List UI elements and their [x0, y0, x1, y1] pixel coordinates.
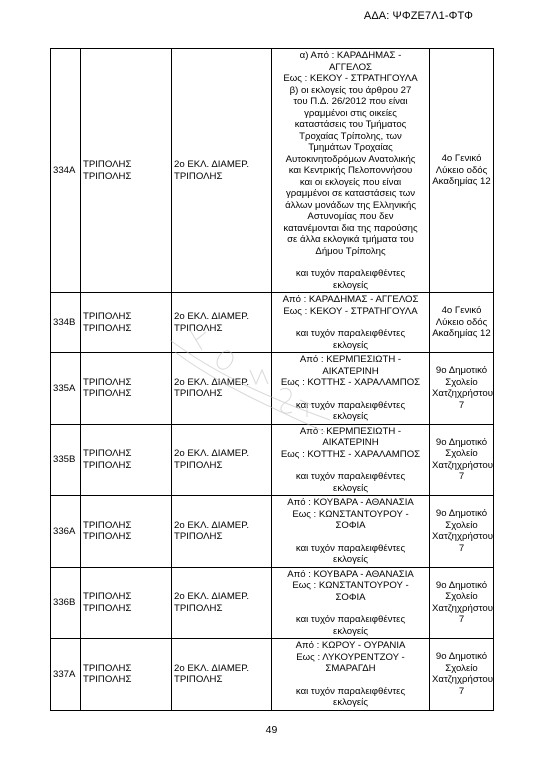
municipality-line: ΤΡΙΠΟΛΗΣ	[83, 322, 132, 334]
location-line: Χατζηχρήστου	[432, 602, 493, 614]
polling-location-cell	[430, 567, 494, 639]
range-line: άλλων μονάδων της Ελληνικής	[285, 199, 416, 211]
district-line: ΤΡΙΠΟΛΗΣ	[174, 674, 223, 686]
page-number: 49	[265, 724, 278, 736]
location-line: Χατζηχρήστου	[432, 674, 493, 686]
municipality-cell	[81, 639, 172, 711]
district-line: 2ο ΕΚΛ. ΔΙΑΜΕΡ.	[174, 662, 250, 674]
station-code-cell: 334Α	[51, 49, 81, 293]
electoral-district-cell	[172, 496, 272, 568]
district-line: ΤΡΙΠΟΛΗΣ	[174, 602, 223, 614]
voter-range-cell	[272, 293, 430, 353]
district-line: ΤΡΙΠΟΛΗΣ	[174, 322, 223, 334]
station-code-cell: 336Α	[51, 496, 81, 568]
station-code-cell: 335Β	[51, 424, 81, 496]
range-line: Εως : ΛΥΚΟΥΡΕΝΤΖΟΥ -	[296, 651, 405, 663]
range-line: εκλογείς	[333, 482, 368, 494]
table-row	[51, 424, 494, 496]
location-line: 7	[458, 471, 465, 483]
municipality-cell	[81, 496, 172, 568]
range-line: Εως : ΚΩΝΣΤΑΝΤΟΥΡΟΥ -	[292, 508, 409, 520]
location-line: 9ο Δημοτικό	[435, 436, 488, 448]
location-line: Χατζηχρήστου	[432, 388, 493, 400]
polling-location-cell	[430, 639, 494, 711]
location-line: 7	[458, 614, 465, 626]
polling-stations-table	[50, 48, 494, 711]
range-line: Τμημάτων Τροχαίας	[308, 142, 393, 153]
electoral-district-cell	[172, 567, 272, 639]
range-line: ΣΟΦΙΑ	[335, 591, 366, 603]
station-code-cell: 337Α	[51, 639, 81, 711]
location-line: Λύκειο οδός	[435, 164, 488, 176]
location-line: Ακαδημίας 12	[432, 328, 491, 340]
polling-location-cell	[430, 293, 494, 353]
municipality-line: ΤΡΙΠΟΛΗΣ	[83, 376, 132, 388]
location-line: Λύκειο οδός	[435, 316, 488, 328]
range-line: σε άλλα εκλογικά τμήματα του	[287, 234, 414, 245]
voter-range-cell	[272, 353, 430, 425]
district-line: 2ο ΕΚΛ. ΔΙΑΜΕΡ.	[174, 159, 250, 170]
range-line: Από : ΚΩΡΟΥ - ΟΥΡΑΝΙΑ	[295, 640, 406, 651]
location-line: Χατζηχρήστου	[432, 531, 493, 543]
municipality-line: ΤΡΙΠΟΛΗΣ	[83, 159, 132, 170]
range-line: Δήμου Τρίπολης	[315, 245, 386, 257]
range-line: γραμμένοι στις οικείες	[304, 107, 397, 119]
district-line: ΤΡΙΠΟΛΗΣ	[174, 170, 223, 182]
range-line: Από : ΚΟΥΒΑΡΑ - ΑΘΑΝΑΣΙΑ	[287, 568, 414, 580]
municipality-line: ΤΡΙΠΟΛΗΣ	[83, 311, 132, 322]
range-line: Εως : ΚΟΤΤΗΣ - ΧΑΡΑΛΑΜΠΟΣ	[280, 448, 421, 460]
range-line: Εως : ΚΕΚΟΥ - ΣΤΡΑΤΗΓΟΥΛΑ	[283, 73, 418, 84]
range-line: εκλογείς	[333, 697, 368, 708]
municipality-cell	[81, 49, 172, 293]
electoral-district-cell	[172, 424, 272, 496]
municipality-cell	[81, 424, 172, 496]
municipality-line: ΤΡΙΠΟΛΗΣ	[83, 674, 132, 686]
range-line: εκλογείς	[333, 554, 368, 565]
location-line: 9ο Δημοτικό	[435, 579, 488, 591]
district-line: ΤΡΙΠΟΛΗΣ	[174, 459, 223, 471]
range-line: Τροχαίας Τρίπολης, των	[299, 130, 402, 142]
location-line: Σχολείο	[445, 519, 478, 531]
municipality-cell	[81, 293, 172, 353]
table-body	[51, 49, 494, 711]
location-line: Σχολείο	[445, 448, 478, 460]
range-line: εκλογείς	[333, 625, 368, 637]
location-line: Χατζηχρήστου	[432, 459, 493, 471]
voter-range-cell	[272, 639, 430, 711]
range-line: καταστάσεις του Τμήματος	[294, 119, 407, 130]
range-line: εκλογείς	[333, 411, 368, 422]
voter-range-cell	[272, 424, 430, 496]
range-line: Από : ΚΕΡΜΠΕΣΙΩΤΗ -	[299, 425, 402, 437]
range-line: και τυχόν παραλειφθέντες	[295, 542, 406, 554]
voter-range-cell	[272, 496, 430, 568]
range-line: Από : ΚΕΡΜΠΕΣΙΩΤΗ -	[299, 354, 402, 365]
table-row	[51, 639, 494, 711]
range-line: και τυχόν παραλειφθέντες	[295, 328, 406, 339]
table-row	[51, 293, 494, 353]
range-line: και τυχόν παραλειφθέντες	[295, 614, 406, 625]
district-line: 2ο ΕΚΛ. ΔΙΑΜΕΡ.	[174, 376, 250, 388]
municipality-line: ΤΡΙΠΟΛΗΣ	[83, 459, 132, 471]
voter-range-cell	[272, 567, 430, 639]
range-line: Αυτοκινητοδρόμων Ανατολικής	[285, 153, 416, 165]
location-line: 9ο Δημοτικό	[435, 651, 488, 663]
district-line: 2ο ΕΚΛ. ΔΙΑΜΕΡ.	[174, 519, 250, 531]
district-line: 2ο ΕΚΛ. ΔΙΑΜΕΡ.	[174, 591, 250, 603]
range-line: κατανέμονται δια της παρούσης	[283, 222, 418, 234]
municipality-line: ΤΡΙΠΟΛΗΣ	[83, 519, 132, 531]
voter-range-cell	[272, 49, 430, 293]
municipality-line: ΤΡΙΠΟΛΗΣ	[83, 388, 132, 400]
station-code-cell: 335Α	[51, 353, 81, 425]
range-line: Από : ΚΑΡΑΔΗΜΑΣ - ΑΓΓΕΛΟΣ	[282, 294, 419, 305]
range-line: Εως : ΚΕΚΟΥ - ΣΤΡΑΤΗΓΟΥΛΑ	[283, 305, 418, 317]
municipality-line: ΤΡΙΠΟΛΗΣ	[83, 170, 132, 182]
range-line: και τυχόν παραλειφθέντες	[295, 685, 406, 697]
range-line: και τυχόν παραλειφθέντες	[295, 268, 406, 279]
polling-location-cell	[430, 424, 494, 496]
location-line: 7	[458, 685, 465, 697]
location-line: 4ο Γενικό	[441, 153, 482, 165]
range-line: ΑΓΓΕΛΟΣ	[329, 61, 372, 73]
polling-location-cell	[430, 49, 494, 293]
location-line: 9ο Δημοτικό	[435, 365, 488, 377]
station-code-cell: 336Β	[51, 567, 81, 639]
electoral-district-cell	[172, 639, 272, 711]
location-line: 7	[458, 542, 465, 554]
table-row	[51, 353, 494, 425]
electoral-district-cell	[172, 49, 272, 293]
municipality-line: ΤΡΙΠΟΛΗΣ	[83, 602, 132, 614]
location-line: Σχολείο	[445, 662, 478, 674]
ada-reference: ΑΔΑ: ΨΦΖΕ7Λ1-ΦΤΦ	[363, 10, 473, 22]
municipality-cell	[81, 567, 172, 639]
location-line: 4ο Γενικό	[441, 305, 482, 317]
range-line: Από : ΚΟΥΒΑΡΑ - ΑΘΑΝΑΣΙΑ	[287, 497, 414, 508]
district-line: ΤΡΙΠΟΛΗΣ	[174, 388, 223, 400]
location-line: Ακαδημίας 12	[432, 176, 491, 188]
range-line: εκλογείς	[333, 279, 368, 291]
municipality-line: ΤΡΙΠΟΛΗΣ	[83, 591, 132, 603]
range-line: του Π.Δ. 26/2012 που είναι	[293, 96, 408, 107]
municipality-line: ΤΡΙΠΟΛΗΣ	[83, 662, 132, 674]
table-row	[51, 567, 494, 639]
location-line: 7	[458, 399, 465, 411]
range-line: Εως : ΚΩΝΣΤΑΝΤΟΥΡΟΥ -	[292, 580, 409, 591]
range-line: Εως : ΚΟΤΤΗΣ - ΧΑΡΑΛΑΜΠΟΣ	[280, 377, 421, 388]
electoral-district-cell	[172, 293, 272, 353]
polling-location-cell	[430, 496, 494, 568]
polling-location-cell	[430, 353, 494, 425]
table-row	[51, 49, 494, 293]
range-line: ΣΟΦΙΑ	[335, 520, 366, 531]
range-line: και οι εκλογείς που είναι	[299, 176, 402, 188]
range-line: εκλογείς	[333, 339, 368, 351]
location-line: Σχολείο	[445, 591, 478, 603]
range-line: α) Από : ΚΑΡΑΔΗΜΑΣ -	[299, 50, 402, 61]
range-line: β) οι εκλογείς του άρθρου 27	[289, 84, 412, 96]
location-line: Σχολείο	[445, 376, 478, 388]
table-row	[51, 496, 494, 568]
location-line: 9ο Δημοτικό	[435, 508, 488, 520]
district-line: ΤΡΙΠΟΛΗΣ	[174, 531, 223, 543]
range-line: και τυχόν παραλειφθέντες	[295, 399, 406, 411]
range-line: ΑΙΚΑΤΕΡΙΝΗ	[322, 437, 379, 448]
range-line: ΣΜΑΡΑΓΔΗ	[325, 663, 376, 674]
district-line: 2ο ΕΚΛ. ΔΙΑΜΕΡ.	[174, 311, 250, 322]
range-line: ΑΙΚΑΤΕΡΙΝΗ	[322, 365, 379, 377]
electoral-district-cell	[172, 353, 272, 425]
municipality-line: ΤΡΙΠΟΛΗΣ	[83, 531, 132, 543]
municipality-cell	[81, 353, 172, 425]
municipality-line: ΤΡΙΠΟΛΗΣ	[83, 448, 132, 460]
range-line: γραμμένοι σε καταστάσεις των	[285, 188, 416, 199]
range-line: Αστυνομίας που δεν	[307, 211, 394, 222]
range-line: και τυχόν παραλειφθέντες	[295, 471, 406, 482]
range-line: και Κεντρικής Πελοποννήσου	[288, 165, 413, 176]
station-code-cell: 334Β	[51, 293, 81, 353]
district-line: 2ο ΕΚΛ. ΔΙΑΜΕΡ.	[174, 448, 250, 460]
